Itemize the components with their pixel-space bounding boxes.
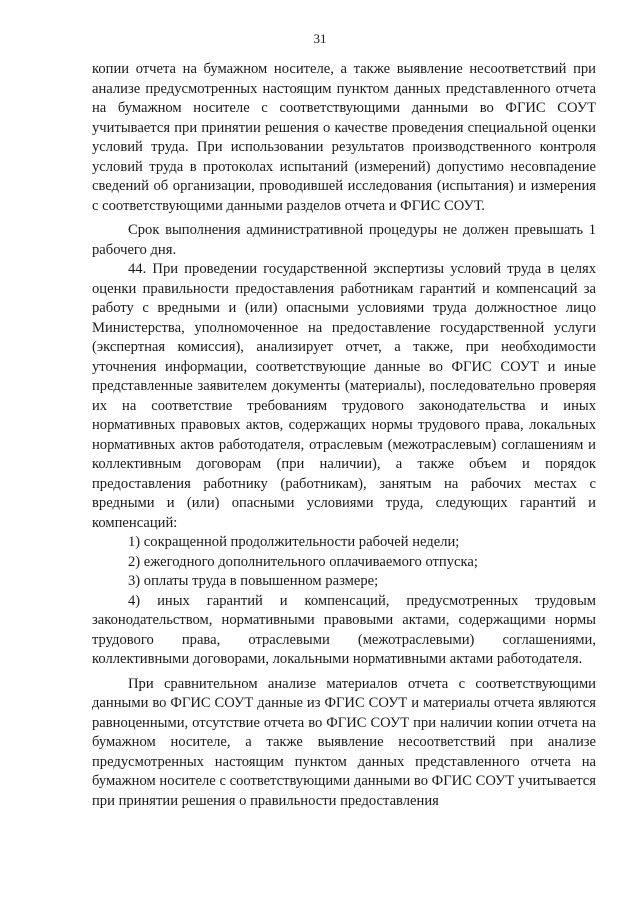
- list-item-1: 1) сокращенной продолжительности рабочей недели;: [128, 534, 460, 550]
- list-item-3: 3) оплаты труда в повышенном размере;: [128, 573, 379, 589]
- paragraph-comparative-analysis: При сравнительном анализе материалов отчета с соответствующими данными во ФГИС СОУТ данные из ФГИС СОУТ и материалы отчета являются равноценными, отсутствие отчета во ФГИС СОУТ при наличии копии отчета на бумажном носителе, а также выявление несоответствий при анализе предусмотренных настоящим пунктом данных представленного отчета на бумажном носителе с соответствующими данными во ФГИС СОУТ учитывается при принятии решения о правильности предоставления: [92, 675, 596, 809]
- page-body: [92, 60, 596, 811]
- page-number: 31: [313, 31, 327, 46]
- paragraph-deadline: Срок выполнения административной процедуры не должен превышать 1 рабочего дня.: [92, 222, 596, 258]
- list-item-2: 2) ежегодного дополнительного оплачиваемого отпуска;: [128, 553, 478, 570]
- paragraph-continuation: копии отчета на бумажном носителе, а также выявление несоответствий при анализе предусмотренных настоящим пунктом данных представленного отчета на бумажном носителе с соответствующими данными во ФГИС СОУТ учитывается при принятии решения о качестве проведения специальной оценки условий труда. При использовании результатов производственного контроля условий труда в протоколах испытаний (измерений) допустимо несовпадение сведений об организации, проводившей исследования (испытания) и измерения с соответствующими данными разделов отчета и ФГИС СОУТ.: [92, 61, 596, 214]
- list-item-4: 4) иных гарантий и компенсаций, предусмотренных трудовым законодательством, нормативными правовыми актами, содержащими нормы трудового права, отраслевыми (межотраслевыми) соглашениями, коллективными договорами, локальными нормативными актами работодателя.: [92, 592, 596, 667]
- paragraph-item-44: 44. При проведении государственной экспертизы условий труда в целях оценки правильности предоставления работникам гарантий и компенсаций за работу с вредными и (или) опасными условиями труда должностное лицо Министерства, уполномоченное на предоставление государственной услуги (экспертная комиссия), анализирует отчет, а также, при необходимости уточнения информации, соответствующие данные во ФГИС СОУТ и иные представленные заявителем документы (материалы), последовательно проверяя их на соответствие требованиям трудового законодательства и иных нормативных правовых актов, содержащих нормы трудового права, локальных нормативных актов работодателя, отраслевым (межотраслевым) соглашениям и коллективным договорам (при наличии), а также объем и порядок предоставления работнику (работникам), занятым на рабочих местах с вредными и (или) опасными условиями труда, следующих гарантий и компенсаций:: [92, 261, 596, 531]
